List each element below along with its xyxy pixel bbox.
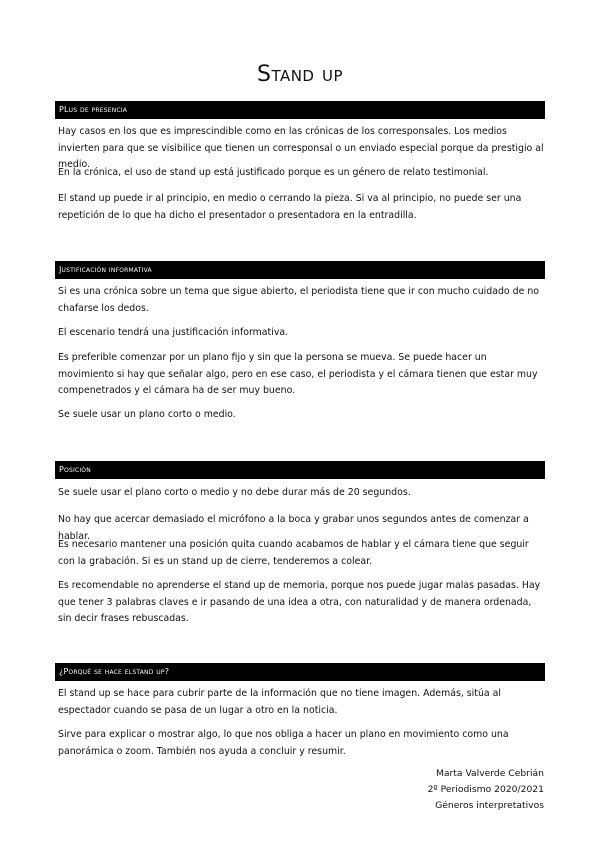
paragraph: Es preferible comenzar por un plano fijo y sin que la persona se mueva. Se puede hacer un movimiento si hay que señalar algo, pero en ese caso, el periodista y el cámara tienen que estar muy compenetrados y el cámara ha de ser muy bueno. <box>58 352 538 396</box>
section-heading-plus-de-presencia: PLus de presencia <box>55 101 545 119</box>
paragraph: El stand up se hace para cubrir parte de la información que no tiene imagen. Además, sitúa al espectador cuando se pasa de un lugar a otro en la noticia. <box>58 688 501 716</box>
course-line: 2º Periodismo 2020/2021 <box>427 784 544 795</box>
paragraph: Sirve para explicar o mostrar algo, lo que nos obliga a hacer un plano en movimiento como una panorámica o zoom. También nos ayuda a concluir y resumir. <box>58 729 509 757</box>
paragraph: Si es una crónica sobre un tema que sigue abierto, el periodista tiene que ir con mucho cuidado de no chafarse los dedos. <box>58 286 539 314</box>
section-heading-posicion: Posición <box>55 461 545 479</box>
section-heading-porque-se-hace: ¿Porqué se hace elstand up? <box>55 663 545 681</box>
author-name: Marta Valverde Cebrián <box>435 768 544 779</box>
paragraph: Es recomendable no aprenderse el stand up de memoria, porque nos puede jugar malas pasadas. Hay que tener 3 palabras claves e ir pasando de una idea a otra, con naturalidad y de manera ordenada, sin decir frases rebuscadas. <box>58 580 541 624</box>
paragraph: No hay que acercar demasiado el micrófono a la boca y grabar unos segundos antes de comenzar a hablar. <box>58 514 529 542</box>
paragraph: El escenario tendrá una justificación informativa. <box>58 327 289 338</box>
subject-line: Géneros interpretativos <box>435 800 544 811</box>
paragraph: Se suele usar el plano corto o medio y no debe durar más de 20 segundos. <box>58 487 411 498</box>
paragraph: El stand up puede ir al principio, en medio o cerrando la pieza. Si va al principio, no puede ser una repetición de lo que ha dicho el presentador o presentadora en la entradilla. <box>58 193 522 221</box>
page-title: Stand up <box>256 62 343 87</box>
section-heading-justificacion-informativa: Justificación informativa <box>55 261 545 279</box>
paragraph: Se suele usar un plano corto o medio. <box>58 409 236 420</box>
paragraph: Es necesario mantener una posición quita cuando acabamos de hablar y el cámara tiene que seguir con la grabación. Si es un stand up de cierre, tenderemos a colear. <box>58 539 529 567</box>
paragraph: En la crónica, el uso de stand up está justificado porque es un género de relato testimonial. <box>58 167 489 178</box>
paragraph: Hay casos en los que es imprescindible como en las crónicas de los corresponsales. Los medios invierten para que se visibilice que tienen un corresponsal o un enviado especial porque da prestigio al medio. <box>58 126 544 170</box>
